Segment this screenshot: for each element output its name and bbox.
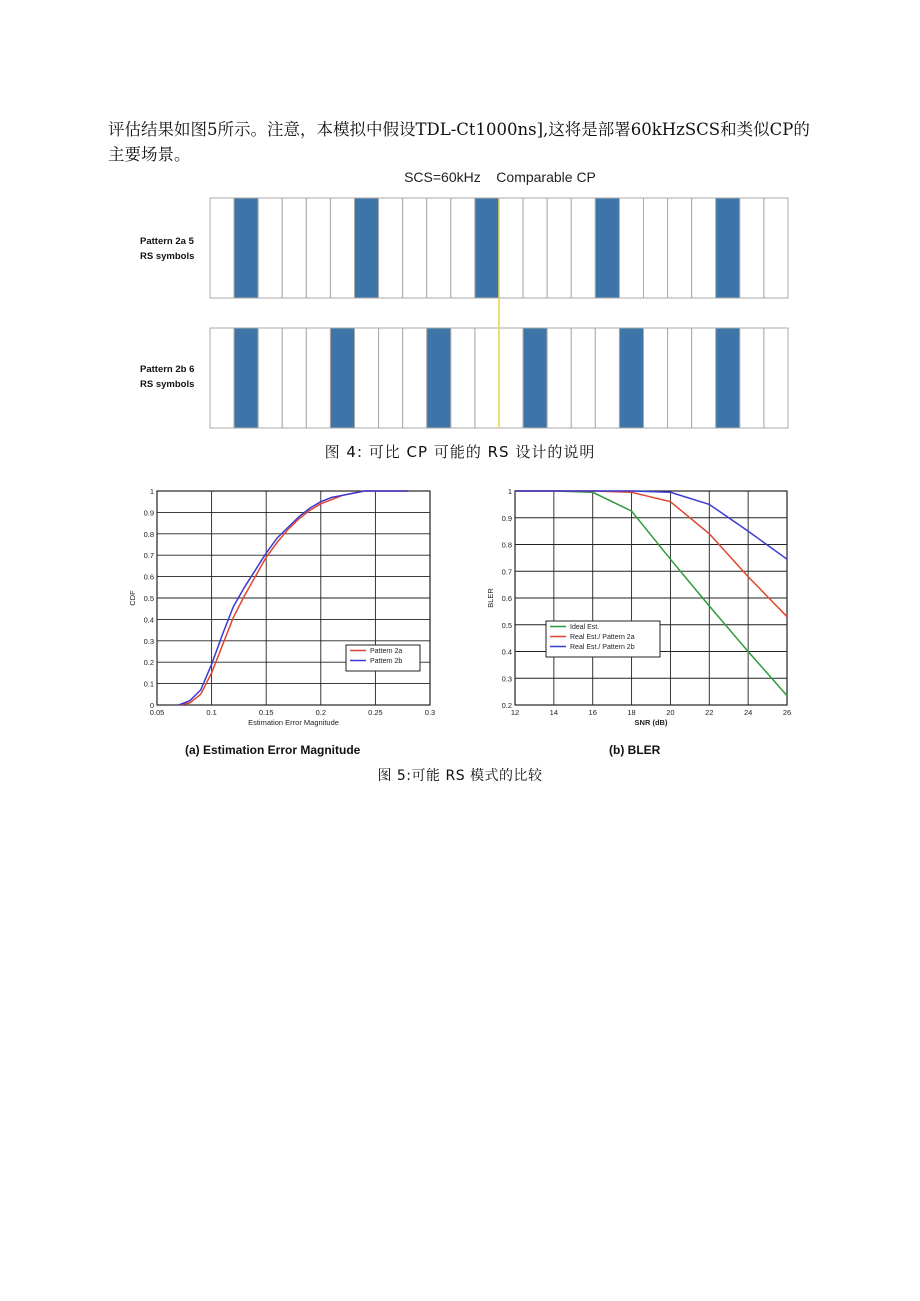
cdf-chart	[128, 487, 435, 727]
data-symbol-a	[403, 198, 427, 298]
y-tick-label: 0.2	[501, 701, 512, 710]
data-symbol-b	[499, 328, 523, 428]
data-symbol-b	[379, 328, 403, 428]
data-symbol-b	[258, 328, 282, 428]
x-tick-label: 0.25	[368, 708, 383, 717]
data-symbol-b	[740, 328, 764, 428]
data-symbol-a	[523, 198, 547, 298]
y-tick-label: 0.1	[143, 679, 154, 689]
data-symbol-a	[740, 198, 764, 298]
data-symbol-a	[619, 198, 643, 298]
data-symbol-a	[668, 198, 692, 298]
rs-symbol-b	[234, 328, 258, 428]
y-tick-label: 0.7	[501, 567, 512, 577]
y-tick-label: 0.3	[143, 636, 154, 646]
x-tick-label: 16	[588, 708, 597, 717]
x-tick-label: 26	[782, 708, 792, 717]
rs-symbol-b	[523, 328, 547, 428]
rs-symbol-a	[355, 198, 379, 298]
comparison-figure	[120, 482, 800, 737]
data-symbol-a	[764, 198, 788, 298]
pattern-b-label-line2: RS symbols	[140, 379, 195, 390]
x-tick-label: 0.1	[206, 708, 217, 717]
y-tick-label: 0.8	[143, 529, 154, 539]
y-tick-label: 0.3	[501, 674, 512, 684]
rs-symbol-a	[595, 198, 619, 298]
data-symbol-b	[668, 328, 692, 428]
pattern-a-label-line2: RS symbols	[140, 251, 195, 262]
x-tick-label: 0.15	[258, 708, 274, 717]
subcaption-b: (b) BLER	[609, 743, 661, 757]
data-symbol-a	[282, 198, 306, 298]
y-axis-label: CDF	[128, 590, 137, 606]
data-symbol-b	[692, 328, 716, 428]
data-symbol-a	[571, 198, 595, 298]
x-tick-label: 18	[627, 708, 636, 717]
data-symbol-a	[379, 198, 403, 298]
x-tick-label: 0.3	[424, 708, 436, 717]
data-symbol-a	[644, 198, 668, 298]
x-tick-label: 14	[549, 708, 559, 717]
rs-symbol-a	[234, 198, 258, 298]
figure4-title: SCS=60kHz Comparable CP	[404, 169, 596, 185]
legend-label: Real Est./ Pattern 2b	[570, 644, 635, 651]
data-symbol-b	[403, 328, 427, 428]
rs-symbol-b	[716, 328, 740, 428]
pattern-a-label-line1: Pattern 2a 5	[140, 236, 194, 247]
y-tick-label: 0.5	[501, 620, 512, 630]
y-tick-label: 0	[149, 701, 154, 710]
data-symbol-a	[258, 198, 282, 298]
data-symbol-a	[692, 198, 716, 298]
figure4-caption: 图 4: 可比 CP 可能的 RS 设计的说明	[324, 443, 596, 461]
y-tick-label: 0.8	[501, 540, 512, 550]
subcaption-a: (a) Estimation Error Magnitude	[185, 743, 361, 757]
y-tick-label: 0.4	[143, 615, 154, 625]
legend-label: Pattern 2b	[370, 658, 403, 665]
legend-label: Real Est./ Pattern 2a	[570, 634, 635, 641]
y-tick-label: 1	[507, 487, 512, 496]
data-symbol-b	[210, 328, 234, 428]
y-axis-label: BLER	[486, 588, 495, 608]
y-tick-label: 0.5	[143, 594, 154, 603]
x-axis-label: SNR (dB)	[634, 718, 668, 727]
x-tick-label: 0.2	[315, 708, 327, 717]
y-tick-label: 0.2	[143, 658, 154, 668]
legend-label: Pattern 2a	[370, 648, 403, 655]
bler-chart	[486, 487, 791, 727]
data-symbol-b	[547, 328, 571, 428]
pattern-b-label-line1: Pattern 2b 6	[140, 364, 195, 375]
rs-symbol-b	[619, 328, 643, 428]
data-symbol-b	[282, 328, 306, 428]
data-symbol-b	[451, 328, 475, 428]
x-axis-label: Estimation Error Magnitude	[248, 718, 339, 727]
rs-pattern-figure	[130, 166, 800, 436]
y-tick-label: 0.4	[501, 647, 512, 657]
data-symbol-b	[306, 328, 330, 428]
data-symbol-b	[595, 328, 619, 428]
rs-symbol-a	[716, 198, 740, 298]
y-tick-label: 0.7	[143, 551, 154, 561]
data-symbol-b	[644, 328, 668, 428]
x-tick-label: 20	[666, 708, 675, 717]
data-symbol-b	[355, 328, 379, 428]
data-symbol-a	[210, 198, 234, 298]
y-tick-label: 0.9	[501, 513, 512, 523]
data-symbol-b	[571, 328, 595, 428]
y-tick-label: 1	[149, 487, 154, 496]
rs-symbol-b	[427, 328, 451, 428]
pattern-a-label	[140, 236, 197, 262]
data-symbol-a	[427, 198, 451, 298]
legend-label: Ideal Est.	[570, 624, 600, 631]
data-symbol-b	[475, 328, 499, 428]
y-tick-label: 0.9	[143, 508, 154, 518]
x-tick-label: 24	[743, 708, 753, 717]
data-symbol-a	[306, 198, 330, 298]
rs-symbol-a	[475, 198, 499, 298]
y-tick-label: 0.6	[501, 594, 512, 603]
y-tick-label: 0.6	[143, 572, 154, 582]
x-tick-label: 12	[510, 708, 520, 717]
body-paragraph: 评估结果如图5所示。注意，本模拟中假设TDL-Ct1000ns],这将是部署60kHzSCS和类似CP的主要场景。	[108, 120, 810, 164]
rs-symbol-b	[330, 328, 354, 428]
data-symbol-a	[499, 198, 523, 298]
data-symbol-a	[451, 198, 475, 298]
x-tick-label: 22	[705, 708, 714, 717]
data-symbol-a	[547, 198, 571, 298]
x-tick-label: 0.05	[149, 708, 165, 717]
data-symbol-a	[330, 198, 354, 298]
data-symbol-b	[764, 328, 788, 428]
figure5-caption: 图 5:可能 RS 模式的比较	[377, 768, 543, 784]
pattern-b-label	[140, 364, 197, 390]
